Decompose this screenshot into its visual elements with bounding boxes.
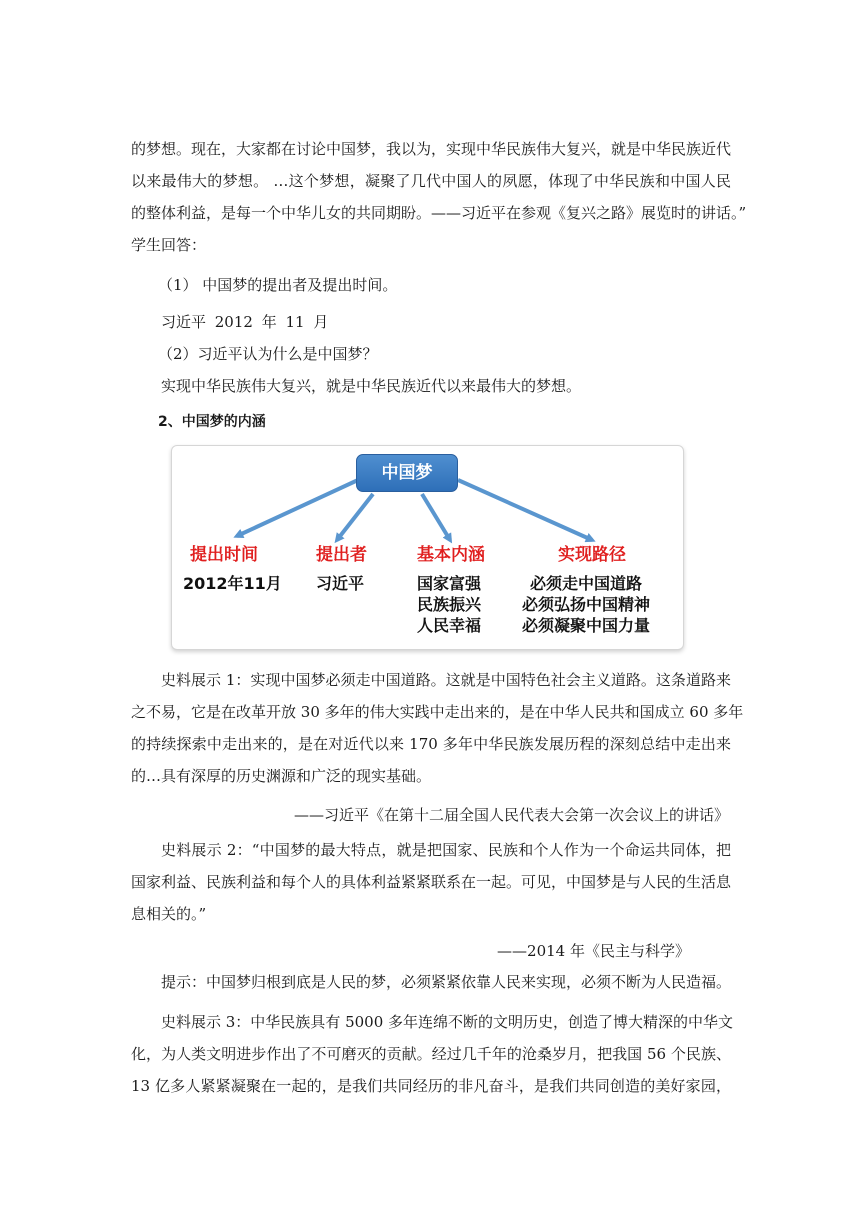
material-1-line: 的持续探索中走出来的，是在对近代以来 170 多年中华民族发展历程的深刻总结中走出来 [131,735,731,753]
material-1-source: ——习近平《在第十二届全国人民代表大会第一次会议上的讲话》 [293,806,729,824]
concept-diagram [171,445,684,650]
paragraph-line: 的整体利益，是每一个中华儿女的共同期盼。——习近平在参观《复兴之路》展览时的讲话。” [131,204,747,222]
branch-value: 人民幸福 [417,616,482,635]
branch-value: 必须弘扬中国精神 [522,595,651,614]
arrow-4 [458,480,592,540]
branch-connotation [417,544,485,636]
section-heading: 2、中国梦的内涵 [158,414,266,430]
branch-value: 民族振兴 [417,595,482,614]
material-2-line: 史料展示 2：“中国梦的最大特点，就是把国家、民族和个人作为一个命运共同体，把 [161,841,731,859]
hint-line: 提示：中国梦归根到底是人民的梦，必须紧紧依靠人民来实现，必须不断为人民造福。 [161,973,732,991]
branch-path [522,544,650,636]
arrow-3 [422,494,450,540]
branch-value: 习近平 [316,574,365,593]
arrow-2 [337,494,373,540]
material-2-line: 国家利益、民族利益和每个人的具体利益紧紧联系在一起。可见，中国梦是与人民的生活息 [131,873,732,891]
branch-value: 必须凝聚中国力量 [522,616,651,635]
arrow-1 [237,480,358,536]
branch-proposal-time [183,544,282,594]
branch-value: 国家富强 [417,574,482,593]
branch-value: 必须走中国道路 [530,574,643,593]
question-1: （1） 中国梦的提出者及提出时间。 [158,276,398,294]
branch-title: 实现路径 [558,545,626,565]
paragraph-line: 学生回答： [131,236,207,254]
answer-2: 实现中华民族伟大复兴，就是中华民族近代以来最伟大的梦想。 [161,377,582,395]
branch-title: 提出者 [316,545,367,565]
material-3-line: 史料展示 3：中华民族具有 5000 多年连绵不断的文明历史，创造了博大精深的中华文 [161,1013,734,1031]
material-1-line: 的…具有深厚的历史渊源和广泛的现实基础。 [131,767,432,785]
answer-1: 习近平 2012 年 11 月 [161,313,329,331]
branch-value: 2012年11月 [183,574,282,593]
material-1-line: 史料展示 1：实现中国梦必须走中国道路。这就是中国特色社会主义道路。这条道路来 [161,671,731,689]
material-2-source: ——2014 年《民主与科学》 [497,942,690,960]
material-2-line: 息相关的。” [131,905,207,923]
branch-proposer [316,544,367,594]
material-3-line: 13 亿多人紧紧凝聚在一起的，是我们共同经历的非凡奋斗，是我们共同创造的美好家园， [131,1077,731,1095]
diagram-root-node: 中国梦 [356,454,458,492]
paragraph-line: 以来最伟大的梦想。 …这个梦想，凝聚了几代中国人的夙愿，体现了中华民族和中国人民 [131,172,731,190]
branch-title: 基本内涵 [417,545,485,565]
branch-title: 提出时间 [190,545,258,565]
question-2: （2）习近平认为什么是中国梦？ [158,345,378,363]
material-1-line: 之不易，它是在改革开放 30 多年的伟大实践中走出来的，是在中华人民共和国成立 60 多年 [131,703,744,721]
paragraph-line: 的梦想。现在，大家都在讨论中国梦，我以为，实现中华民族伟大复兴，就是中华民族近代 [131,140,732,158]
material-3-line: 化，为人类文明进步作出了不可磨灭的贡献。经过几千年的沧桑岁月，把我国 56 个民族、 [131,1045,731,1063]
